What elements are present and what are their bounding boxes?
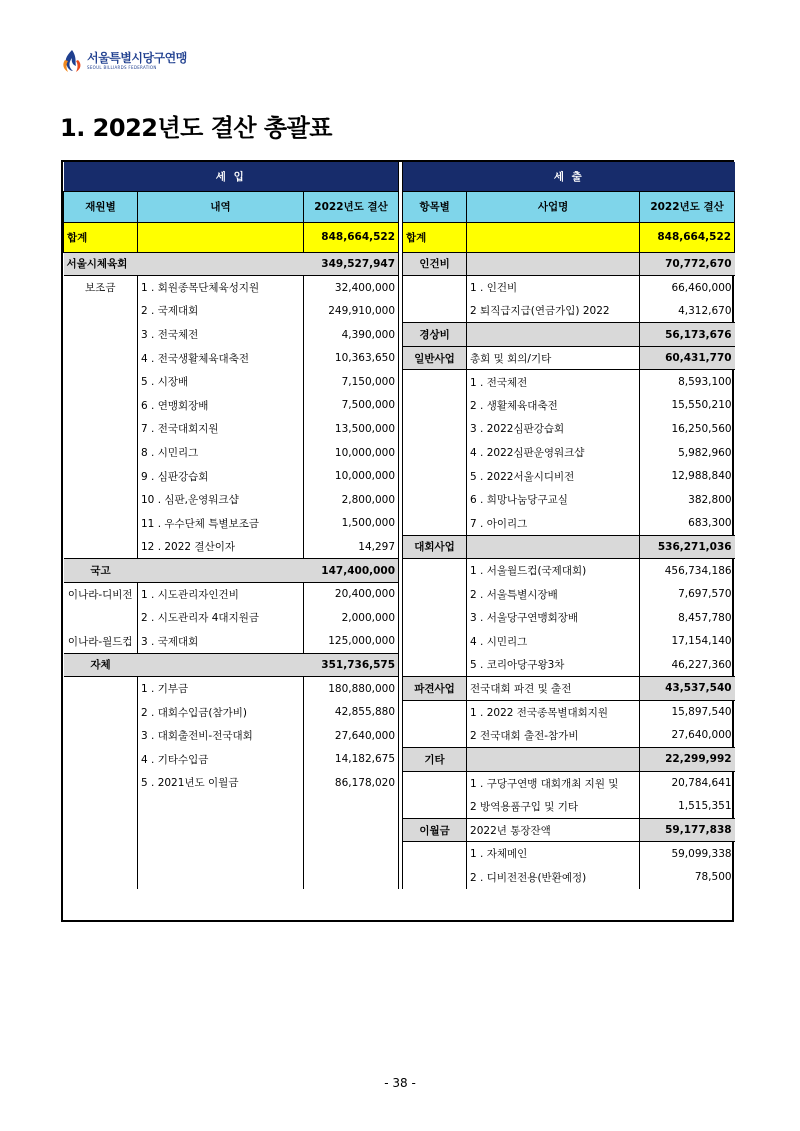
table-row [64,370,735,394]
expense-amount: 15,550,210 [671,399,732,412]
expense-project: 5 . 코리아당구왕3차 [467,653,640,677]
income-item: 2 . 국제대회 [138,299,304,323]
income-item: 6 . 연맹회장배 [138,394,304,418]
expense-category: 일반사업 [403,346,467,370]
expense-category: 파견사업 [403,677,467,701]
expense-category [403,606,467,630]
expense-amount: 683,300 [688,517,732,530]
table-row [64,818,735,842]
expense-project: 5 . 2022서울시디비전 [467,464,640,488]
table-row [64,559,735,583]
income-item: 5 . 2021년도 이월금 [138,771,304,795]
income-item: 4 . 전국생활체육대축전 [138,346,304,370]
income-amount: 249,910,000 [304,299,399,323]
expense-amount: 1,515,351 [678,800,732,813]
cell [64,865,138,889]
table-row [64,865,735,889]
expense-category: 대회사업 [403,535,467,559]
expense-category [403,795,467,819]
expense-amount: 59,177,838 [640,818,735,842]
income-source: 이나라-월드컵 [67,635,133,648]
income-item: 4 . 기타수입금 [138,747,304,771]
expense-amount: 46,227,360 [671,658,732,671]
header-detail: 내역 [138,191,304,222]
expense-category [403,512,467,536]
table-row [64,724,735,748]
income-source [64,394,138,418]
total-row [64,222,735,252]
expense-category: 인건비 [403,252,467,276]
expense-category [403,842,467,866]
cell [138,252,304,276]
expense-project [467,323,640,347]
income-amount: 13,500,000 [304,417,399,441]
income-amount: 7,500,000 [304,394,399,418]
expense-amount: 7,697,570 [678,588,732,601]
income-amount: 42,855,880 [304,700,399,724]
expense-amount: 15,897,540 [671,706,732,719]
expense-category [403,865,467,889]
expense-project: 1 . 구당구연맹 대회개최 지원 및 [467,771,640,795]
income-source [64,346,138,370]
income-amount: 14,182,675 [304,747,399,771]
section-header-row [64,162,735,191]
income-amount: 10,363,650 [304,346,399,370]
income-item: 3 . 국제대회 [138,630,304,654]
table-row [64,582,735,606]
expense-project: 2 . 생활체육대축전 [467,394,640,418]
expense-amount: 8,457,780 [678,611,732,624]
income-source [64,370,138,394]
table-row [64,488,735,512]
federation-logo-icon [60,48,84,74]
income-source [64,700,138,724]
expense-project: 1 . 인건비 [467,276,640,300]
income-source [64,441,138,465]
expense-project: 2022년 통장잔액 [467,818,640,842]
income-item: 1 . 시도관리자인건비 [138,582,304,606]
expense-category [403,724,467,748]
income-group-value: 351,736,575 [304,653,399,677]
expense-amount: 78,500 [694,871,732,884]
expense-amount: 70,772,670 [640,252,735,276]
cell [64,795,138,819]
expense-category [403,771,467,795]
income-item: 3 . 대회출전비-전국대회 [138,724,304,748]
expense-project: 3 . 서울당구연맹회장배 [467,606,640,630]
expense-category [403,417,467,441]
expense-amount: 382,800 [688,493,732,506]
logo-name: 서울특별시당구연맹 [87,51,187,65]
income-item: 8 . 시민리그 [138,441,304,465]
income-item: 2 . 대회수입금(참가비) [138,700,304,724]
expense-project [467,252,640,276]
logo-subtitle: SEOUL BILLIARDS FEDERATION [87,65,157,70]
income-amount: 2,800,000 [304,488,399,512]
income-amount: 20,400,000 [304,582,399,606]
income-source [64,488,138,512]
expense-category [403,488,467,512]
expense-project: 7 . 아이리그 [467,512,640,536]
expense-project: 1 . 2022 전국종목별대회지원 [467,700,640,724]
cell [138,818,304,842]
expense-amount: 59,099,338 [671,847,732,860]
expense-project [467,535,640,559]
expense-project: 전국대회 파견 및 출전 [467,677,640,701]
expense-project: 4 . 시민리그 [467,630,640,654]
expense-amount: 66,460,000 [671,281,732,294]
expense-project: 1 . 서울월드컵(국제대회) [467,559,640,583]
income-amount: 86,178,020 [304,771,399,795]
expense-project: 3 . 2022심판강습회 [467,417,640,441]
income-item: 7 . 전국대회지원 [138,417,304,441]
table-row [64,771,735,795]
income-amount: 32,400,000 [304,276,399,300]
table-row [64,512,735,536]
income-source [64,464,138,488]
table-row [64,535,735,559]
table-row [64,700,735,724]
expense-total-value: 848,664,522 [640,222,735,252]
cell [304,842,399,866]
expense-project: 2 . 디비전전용(반환예정) [467,865,640,889]
cell [138,865,304,889]
cell [304,818,399,842]
income-amount: 14,297 [304,535,399,559]
income-amount: 10,000,000 [304,464,399,488]
income-group-value: 349,527,947 [304,252,399,276]
income-item: 2 . 시도관리자 4대지원금 [138,606,304,630]
settlement-table [61,160,734,922]
expense-amount: 5,982,960 [678,446,732,459]
table-row [64,323,735,347]
cell [304,795,399,819]
expense-category: 기타 [403,747,467,771]
income-item: 1 . 기부금 [138,677,304,701]
header-expense-amount: 2022년도 결산 [640,191,735,222]
income-source: 보조금 [85,282,116,295]
expense-amount: 27,640,000 [671,729,732,742]
income-item: 12 . 2022 결산이자 [138,535,304,559]
income-item: 3 . 전국체전 [138,323,304,347]
expense-category [403,370,467,394]
expense-category [403,700,467,724]
expense-project [467,747,640,771]
expense-project: 총회 및 회의/기타 [467,346,640,370]
expense-amount: 4,312,670 [678,304,732,317]
table-row [64,653,735,677]
income-amount: 4,390,000 [304,323,399,347]
income-item: 9 . 심판강습회 [138,464,304,488]
income-source [64,417,138,441]
income-total-label: 합계 [64,222,138,252]
income-amount: 1,500,000 [304,512,399,536]
expense-project: 6 . 희망나눔당구교실 [467,488,640,512]
table-row [64,394,735,418]
cell [138,559,304,583]
table-row [64,346,735,370]
expense-amount: 456,734,186 [664,564,732,577]
income-source [64,747,138,771]
expense-category [403,630,467,654]
table-row [64,276,735,300]
header-project: 사업명 [467,191,640,222]
table-row [64,747,735,771]
income-source [64,771,138,795]
income-group-value: 147,400,000 [304,559,399,583]
expense-amount: 56,173,676 [640,323,735,347]
income-amount: 2,000,000 [304,606,399,630]
table-row [64,606,735,630]
income-group-label: 서울시체육회 [64,252,138,276]
expense-project: 2 퇴직급지급(연금가입) 2022 [467,299,640,323]
cell [138,795,304,819]
expense-amount: 16,250,560 [671,422,732,435]
expense-category [403,394,467,418]
expense-project: 2 전국대회 출전-참가비 [467,724,640,748]
expense-category [403,559,467,583]
table-row [64,842,735,866]
table-row [64,630,735,654]
expense-amount: 20,784,641 [671,777,732,790]
income-group-label: 국고 [64,559,138,583]
expense-category [403,653,467,677]
income-section-title: 세 입 [64,162,399,191]
expense-section-title: 세 출 [403,162,735,191]
income-item: 11 . 우수단체 특별보조금 [138,512,304,536]
income-source [64,724,138,748]
column-header-row [64,191,735,222]
expense-project: 2 방역용품구입 및 기타 [467,795,640,819]
expense-amount: 8,593,100 [678,376,732,389]
income-source [64,535,138,559]
income-source [64,299,138,323]
expense-amount: 12,988,840 [671,470,732,483]
cell [138,653,304,677]
expense-total-label: 합계 [403,222,467,252]
table-row [64,299,735,323]
expense-category: 이월금 [403,818,467,842]
income-amount: 125,000,000 [304,630,399,654]
table-row [64,464,735,488]
expense-project: 4 . 2022심판운영워크샵 [467,441,640,465]
table-row [64,252,735,276]
income-source [64,512,138,536]
table-row [64,795,735,819]
table-row [64,441,735,465]
cell [138,842,304,866]
expense-amount: 60,431,770 [640,346,735,370]
expense-amount: 43,537,540 [640,677,735,701]
income-amount: 180,880,000 [304,677,399,701]
income-total-value: 848,664,522 [304,222,399,252]
header-source: 재원별 [64,191,138,222]
income-item: 1 . 회원종목단체육성지원 [138,276,304,300]
expense-project: 2 . 서울특별시장배 [467,582,640,606]
expense-category [403,582,467,606]
cell [64,842,138,866]
logo [60,46,187,76]
expense-category [403,464,467,488]
page-number: - 38 - [384,1076,416,1090]
cell [304,865,399,889]
page-title: 1. 2022년도 결산 총괄표 [60,114,332,142]
cell [64,818,138,842]
expense-project: 1 . 자체메인 [467,842,640,866]
expense-project: 1 . 전국체전 [467,370,640,394]
table-row [64,417,735,441]
expense-amount: 17,154,140 [671,635,732,648]
income-amount: 27,640,000 [304,724,399,748]
expense-category: 경상비 [403,323,467,347]
income-source [64,677,138,701]
income-amount: 7,150,000 [304,370,399,394]
income-amount: 10,000,000 [304,441,399,465]
income-source [64,323,138,347]
expense-amount: 22,299,992 [640,747,735,771]
income-source: 이나라-디비전 [67,588,133,601]
header-category: 항목별 [403,191,467,222]
income-group-label: 자체 [64,653,138,677]
expense-amount: 536,271,036 [640,535,735,559]
income-item: 10 . 심판,운영워크샵 [138,488,304,512]
income-source [64,606,138,630]
expense-category [403,276,467,300]
table-row [64,677,735,701]
income-item: 5 . 시장배 [138,370,304,394]
header-income-amount: 2022년도 결산 [304,191,399,222]
expense-category [403,441,467,465]
expense-category [403,299,467,323]
